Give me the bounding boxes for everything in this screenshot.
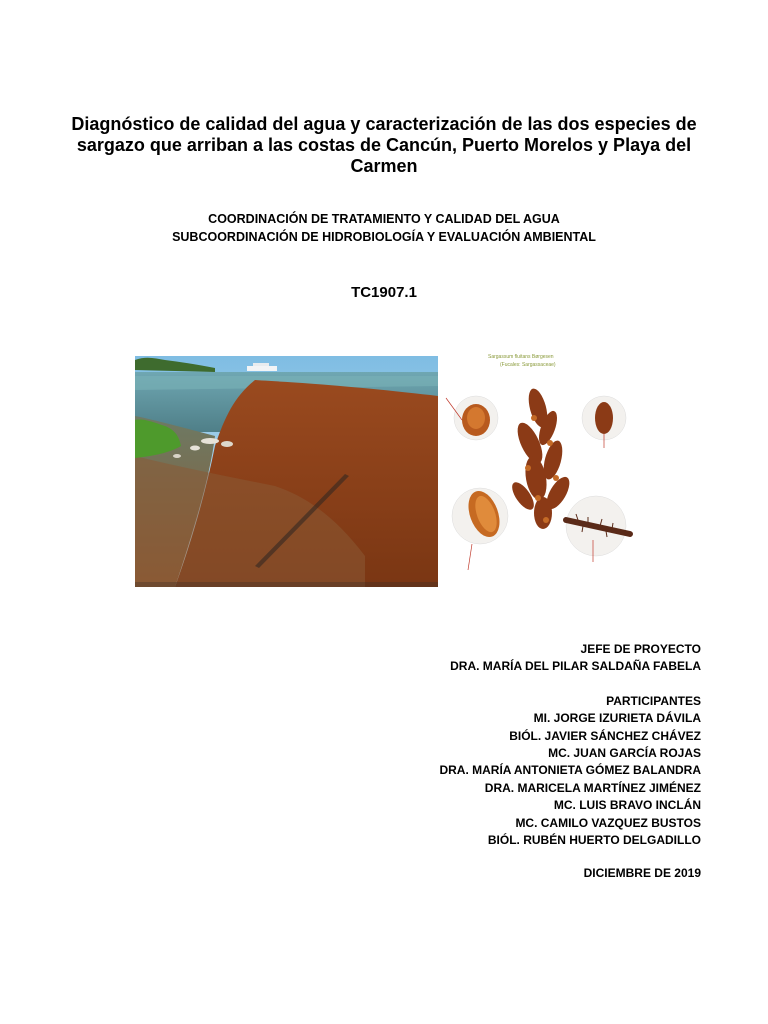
participant-name: BIÓL. RUBÉN HUERTO DELGADILLO xyxy=(487,833,701,848)
participant-name: DRA. MARICELA MARTÍNEZ JIMÉNEZ xyxy=(484,780,701,795)
document-date: DICIEMBRE DE 2019 xyxy=(583,866,701,880)
participant-name: MC. LUIS BRAVO INCLÁN xyxy=(553,798,701,813)
project-lead-name: DRA. MARÍA DEL PILAR SALDAÑA FABELA xyxy=(450,659,701,674)
title-line-1: Diagnóstico de calidad del agua y caracterización de las dos especies de xyxy=(71,114,697,134)
sargassum-specimen-illustration xyxy=(438,348,638,588)
participant-name: MC. CAMILO VAZQUEZ BUSTOS xyxy=(515,815,701,830)
participant-name: MC. JUAN GARCÍA ROJAS xyxy=(548,746,701,761)
project-code: TC1907.1 xyxy=(351,284,417,301)
document-title xyxy=(60,114,708,177)
participant-name: MI. JORGE IZURIETA DÁVILA xyxy=(533,711,701,726)
title-line-3: Carmen xyxy=(350,156,418,176)
participants-heading: PARTICIPANTES xyxy=(606,693,701,708)
figure-header-line-1: Sargassum fluitans Børgesen xyxy=(488,354,554,360)
beach-photo-illustration xyxy=(135,356,438,587)
title-line-2: sargazo que arriban a las costas de Cancún, Puerto Morelos y Playa del xyxy=(76,135,692,155)
credits-block xyxy=(439,641,701,849)
figure-header-line-2: (Fucales: Sargassaceae) xyxy=(500,362,556,368)
coordination-name: COORDINACIÓN DE TRATAMIENTO Y CALIDAD DEL AGUA xyxy=(208,212,560,226)
beach-sargassum-photo xyxy=(135,356,438,587)
organizational-units xyxy=(0,210,768,246)
participant-name: DRA. MARÍA ANTONIETA GÓMEZ BALANDRA xyxy=(439,763,701,778)
participant-name: BIÓL. JAVIER SÁNCHEZ CHÁVEZ xyxy=(509,728,701,743)
subcoordination-name: SUBCOORDINACIÓN DE HIDROBIOLOGÍA Y EVALUACIÓN AMBIENTAL xyxy=(172,230,596,244)
project-lead-heading: JEFE DE PROYECTO xyxy=(580,642,701,656)
sargassum-specimen-figure xyxy=(438,348,638,588)
